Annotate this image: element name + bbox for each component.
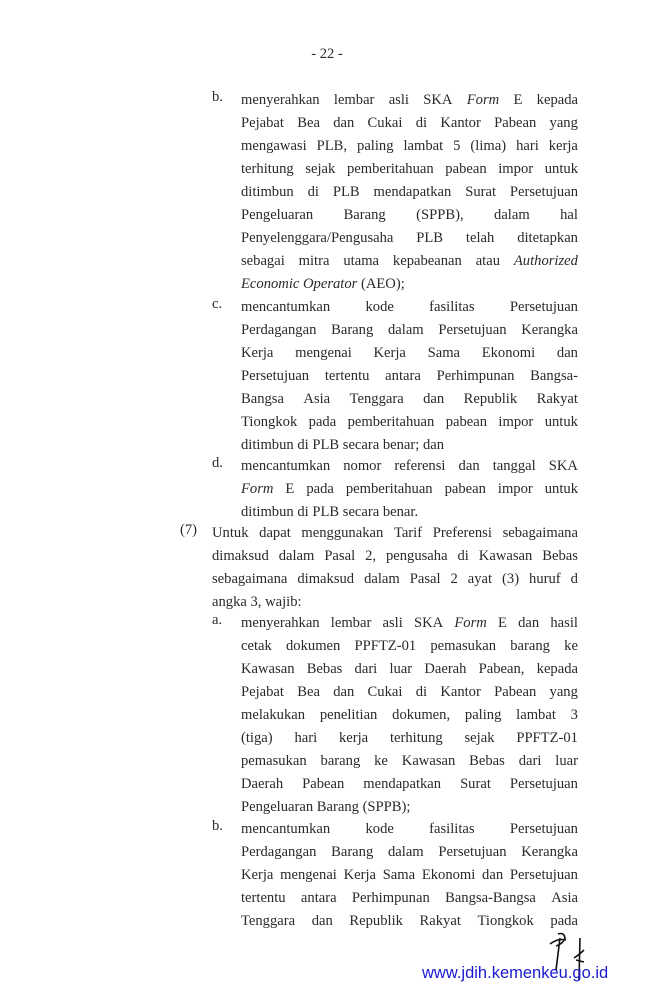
text-line xyxy=(241,455,578,478)
word: sebagaimana xyxy=(502,525,578,541)
text-segment: ditimbun di PLB secara benar. xyxy=(241,504,419,521)
word: Ekonomi xyxy=(421,867,476,884)
word: pemberitahuan xyxy=(345,481,433,498)
word: lambat xyxy=(516,707,556,724)
word: Daerah xyxy=(424,661,467,678)
word: nomor xyxy=(343,458,382,474)
word: Asia xyxy=(551,890,578,907)
text-line xyxy=(241,365,578,388)
word: menggunakan xyxy=(301,525,384,541)
word: Kawasan xyxy=(241,661,295,678)
word: dalam xyxy=(388,844,424,861)
item-label: b. xyxy=(212,818,223,834)
word: hal xyxy=(560,207,578,224)
word: Kerja xyxy=(241,867,274,884)
word: SKA xyxy=(548,458,578,474)
word: Sama xyxy=(382,867,416,884)
word: Bangsa-Bangsa xyxy=(445,890,536,907)
word: Authorized xyxy=(513,253,578,270)
text-line xyxy=(241,342,578,365)
word: ke xyxy=(564,638,578,655)
word: di xyxy=(415,684,428,701)
word: mengenai xyxy=(295,345,352,362)
word: kepabeanan xyxy=(392,253,462,270)
word: barang xyxy=(320,753,361,770)
word: (3) xyxy=(502,571,520,588)
text-line xyxy=(241,296,578,319)
word: atau xyxy=(475,253,500,270)
word: dokumen, xyxy=(392,707,451,724)
text-line xyxy=(241,612,578,635)
word: Persetujuan xyxy=(438,322,507,339)
word: untuk xyxy=(544,414,578,431)
word: Perhimpunan xyxy=(351,890,430,907)
word: melakukan xyxy=(241,707,306,724)
word: Bea xyxy=(297,115,320,132)
text-line xyxy=(212,522,578,545)
word: PLB, xyxy=(316,138,348,155)
word: (tiga) xyxy=(241,730,273,747)
word: Persetujuan xyxy=(509,821,578,837)
text-line xyxy=(241,681,578,704)
word: tanggal xyxy=(492,458,536,474)
word: penelitian xyxy=(319,707,378,724)
word: Tenggara xyxy=(349,391,404,408)
word: Tiongkok xyxy=(241,414,298,431)
word: dari xyxy=(518,753,542,770)
word: Bebas xyxy=(542,548,578,565)
word: dari xyxy=(354,661,378,678)
word: pabean xyxy=(445,414,488,431)
word: dokumen xyxy=(286,638,341,655)
word: Persetujuan xyxy=(509,299,578,315)
word: Pabean xyxy=(494,684,537,701)
word: menyerahkan xyxy=(241,615,320,631)
text-line xyxy=(212,568,578,591)
word: pabean xyxy=(444,481,486,498)
word: asli xyxy=(382,615,403,631)
word: Untuk xyxy=(212,525,249,541)
word: Pasal xyxy=(409,571,441,588)
word: telah xyxy=(465,230,495,247)
word: mendapatkan xyxy=(373,184,452,201)
word: (SPPB), xyxy=(416,207,464,224)
word: dan xyxy=(518,615,540,631)
word: Persetujuan xyxy=(438,844,507,861)
word: Kantor xyxy=(440,684,481,701)
word: hasil xyxy=(550,615,578,631)
word: impor xyxy=(497,481,533,498)
text-line xyxy=(212,591,578,614)
word: referensi xyxy=(394,458,446,474)
word: E xyxy=(498,615,507,631)
word: Penyelenggara/Pengusaha xyxy=(241,230,394,247)
text-line xyxy=(241,227,578,250)
word: cetak xyxy=(241,638,272,655)
word: Kantor xyxy=(440,115,481,132)
text-line xyxy=(241,704,578,727)
word: dan xyxy=(333,684,355,701)
word: pabean xyxy=(445,161,487,178)
word: 5 xyxy=(453,138,461,155)
word: mencantumkan xyxy=(241,299,331,315)
word: sebagaimana xyxy=(212,571,288,588)
word: mengawasi xyxy=(241,138,307,155)
word: Preferensi xyxy=(432,525,492,541)
word: kerja xyxy=(548,138,578,155)
text-line xyxy=(241,204,578,227)
word: Cukai xyxy=(367,684,403,701)
text-line xyxy=(241,796,578,819)
word: mitra xyxy=(298,253,330,270)
page-number: - 22 - xyxy=(311,46,343,62)
word: sejak xyxy=(305,161,336,178)
word: Tiongkok xyxy=(477,913,534,930)
word: Bebas xyxy=(306,661,343,678)
word: dan xyxy=(333,115,355,132)
word: Barang xyxy=(331,844,374,861)
word: dimaksud xyxy=(297,571,355,588)
word: pada xyxy=(306,481,334,498)
word: Bangsa- xyxy=(530,368,578,385)
word: Perdagangan xyxy=(241,322,317,339)
text-line xyxy=(241,89,578,112)
word: Republik xyxy=(349,913,403,930)
word: Pabean xyxy=(302,776,345,793)
word: Persetujuan xyxy=(509,776,578,793)
word: lembar xyxy=(333,92,375,108)
text-segment: Pengeluaran Barang (SPPB); xyxy=(241,799,411,816)
text-line xyxy=(241,388,578,411)
text-segment: ditimbun di PLB secara benar; dan xyxy=(241,437,445,454)
word: Pejabat xyxy=(241,684,284,701)
word: Tenggara xyxy=(241,913,296,930)
word: tertentu xyxy=(324,368,370,385)
word: menyerahkan xyxy=(241,92,320,108)
word: Pengeluaran xyxy=(241,207,314,224)
word: Barang xyxy=(331,322,374,339)
word: SKA xyxy=(423,92,453,108)
italic-text: Economic Operator xyxy=(241,276,358,293)
word: Bebas xyxy=(469,753,505,770)
word: untuk xyxy=(544,481,578,498)
word: Pabean xyxy=(494,115,537,132)
word: barang xyxy=(510,638,550,655)
word: Ekonomi xyxy=(481,345,536,362)
word: hari xyxy=(294,730,318,747)
text-segment: (AEO); xyxy=(357,276,405,293)
word: luar xyxy=(389,661,413,678)
word: dan xyxy=(556,345,578,362)
word: dalam xyxy=(278,548,315,565)
word: paling xyxy=(357,138,394,155)
word: (lima) xyxy=(470,138,507,155)
word: kepada xyxy=(536,92,578,108)
word: utama xyxy=(343,253,380,270)
text-line xyxy=(241,750,578,773)
item-label: (7) xyxy=(180,522,198,538)
word: Form xyxy=(466,92,500,108)
word: Kerja xyxy=(343,867,376,884)
word: PLB xyxy=(332,184,360,201)
word: pemasukan xyxy=(430,638,497,655)
word: pemberitahuan xyxy=(346,161,434,178)
item-label: b. xyxy=(212,89,223,105)
word: pada xyxy=(550,913,578,930)
text-line xyxy=(241,887,578,910)
word: ditimbun xyxy=(241,184,294,201)
word: pengusaha xyxy=(385,548,448,565)
word: Form xyxy=(241,481,274,498)
text-line xyxy=(241,501,578,524)
word: 3 xyxy=(570,707,578,724)
word: asli xyxy=(388,92,409,108)
text-line xyxy=(241,411,578,434)
word: tertentu xyxy=(241,890,286,907)
text-segment: angka 3, wajib: xyxy=(212,594,302,611)
word: Perhimpunan xyxy=(436,368,515,385)
word: antara xyxy=(385,368,421,385)
word: PPFTZ-01 xyxy=(354,638,417,655)
word: Kerja xyxy=(373,345,406,362)
text-line xyxy=(241,319,578,342)
word: dan xyxy=(482,867,504,884)
word: PPFTZ-01 xyxy=(516,730,578,747)
word: Pasal xyxy=(324,548,356,565)
word: sejak xyxy=(464,730,495,747)
word: Rakyat xyxy=(419,913,461,930)
word: kerja xyxy=(338,730,369,747)
word: ke xyxy=(374,753,388,770)
word: Surat xyxy=(465,184,497,201)
word: huruf xyxy=(529,571,561,588)
word: luar xyxy=(555,753,578,770)
word: 2, xyxy=(365,548,377,565)
word: mengenai xyxy=(280,867,337,884)
text-line xyxy=(241,773,578,796)
word: mencantumkan xyxy=(241,821,331,837)
text-line xyxy=(241,841,578,864)
word: yang xyxy=(549,115,578,132)
item-label: a. xyxy=(212,612,223,628)
word: SKA xyxy=(413,615,444,631)
item-label: d. xyxy=(212,455,223,471)
word: terhitung xyxy=(241,161,294,178)
word: di xyxy=(457,548,469,565)
word: Pabean, xyxy=(478,661,525,678)
word: E xyxy=(285,481,295,498)
word: d xyxy=(570,571,578,588)
text-line xyxy=(241,158,578,181)
word: kepada xyxy=(536,661,578,678)
word: Daerah xyxy=(241,776,284,793)
word: Barang xyxy=(343,207,386,224)
word: Persetujuan xyxy=(241,368,310,385)
word: Surat xyxy=(460,776,491,793)
word: ditetapkan xyxy=(517,230,578,247)
word: yang xyxy=(549,684,578,701)
text-line xyxy=(241,273,578,296)
word: impor xyxy=(498,414,534,431)
word: Republik xyxy=(463,391,518,408)
word: 2 xyxy=(450,571,458,588)
item-label: c. xyxy=(212,296,223,312)
word: Tarif xyxy=(393,525,423,541)
word: terhitung xyxy=(389,730,443,747)
word: paling xyxy=(464,707,502,724)
word: dimaksud xyxy=(212,548,269,565)
word: Bangsa xyxy=(241,391,284,408)
word: lambat xyxy=(403,138,444,155)
word: Kerangka xyxy=(521,322,578,339)
text-line xyxy=(241,658,578,681)
word: antara xyxy=(300,890,337,907)
word: dapat xyxy=(259,525,291,541)
word: Sama xyxy=(427,345,461,362)
word: pemasukan xyxy=(241,753,307,770)
text-line xyxy=(241,434,578,457)
word: dan xyxy=(458,458,480,474)
word: Form xyxy=(454,615,487,631)
text-line xyxy=(241,112,578,135)
word: Cukai xyxy=(367,115,403,132)
word: untuk xyxy=(544,161,578,178)
text-line xyxy=(241,910,578,933)
word: lembar xyxy=(330,615,372,631)
footer-url[interactable]: www.jdih.kemenkeu.go.id xyxy=(422,964,609,982)
text-line xyxy=(241,135,578,158)
text-line xyxy=(241,250,578,273)
word: Persetujuan xyxy=(509,184,578,201)
word: impor xyxy=(498,161,534,178)
text-line xyxy=(241,864,578,887)
text-line xyxy=(241,181,578,204)
word: sebagai xyxy=(241,253,285,270)
text-line xyxy=(212,545,578,568)
word: dalam xyxy=(494,207,530,224)
word: di xyxy=(307,184,319,201)
text-line xyxy=(241,727,578,750)
word: di xyxy=(415,115,428,132)
word: dalam xyxy=(388,322,424,339)
word: Perdagangan xyxy=(241,844,317,861)
word: Kerangka xyxy=(521,844,578,861)
word: fasilitas xyxy=(429,821,475,837)
word: Pejabat xyxy=(241,115,284,132)
word: Bea xyxy=(297,684,320,701)
word: fasilitas xyxy=(429,299,475,315)
word: kode xyxy=(365,821,394,837)
word: dalam xyxy=(364,571,400,588)
word: PLB xyxy=(416,230,444,247)
word: Kerja xyxy=(241,345,274,362)
word: kode xyxy=(365,299,394,315)
word: Asia xyxy=(303,391,331,408)
word: pada xyxy=(308,414,337,431)
text-line xyxy=(241,818,578,841)
word: dan xyxy=(423,391,445,408)
word: dan xyxy=(311,913,333,930)
word: mencantumkan xyxy=(241,458,331,474)
word: E xyxy=(513,92,523,108)
text-line xyxy=(241,635,578,658)
word: Kawasan xyxy=(478,548,533,565)
word: Kawasan xyxy=(401,753,456,770)
word: hari xyxy=(516,138,539,155)
word: pemberitahuan xyxy=(347,414,435,431)
word: mendapatkan xyxy=(363,776,442,793)
word: Rakyat xyxy=(536,391,578,408)
word: ayat xyxy=(467,571,493,588)
word: Persetujuan xyxy=(509,867,578,884)
text-line xyxy=(241,478,578,501)
